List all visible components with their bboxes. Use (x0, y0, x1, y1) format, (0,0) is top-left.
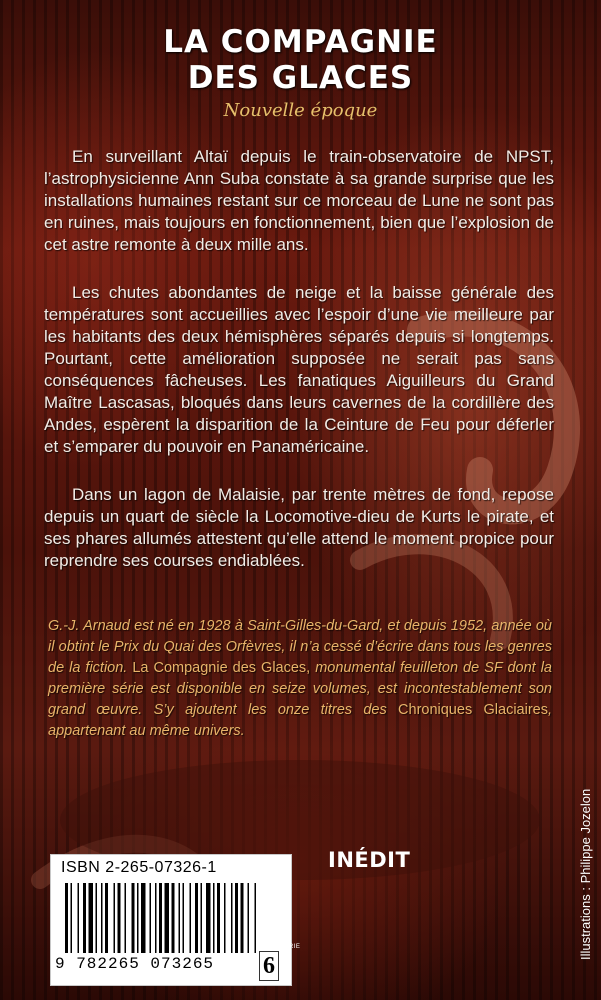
barcode-bar (235, 883, 238, 953)
barcode-bar (114, 883, 116, 953)
barcode-bar (78, 883, 80, 953)
barcode-bar (231, 883, 233, 953)
author-bio (48, 616, 552, 742)
bio-part-2: La Compagnie des Glaces, (127, 660, 316, 676)
barcode-box (50, 854, 292, 986)
illustration-credit: Illustrations : Philippe Jozelon (578, 788, 593, 960)
barcode-bar (172, 883, 175, 953)
barcode-bar (65, 883, 68, 953)
barcode-bar (96, 883, 98, 953)
summary-paragraph-2: Les chutes abondantes de neige et la baisse générale des températures sont accueillies avec l’espoir d’une vie meilleure par les habitants des deux hémisphères séparés depuis si longtemps. Pourtant, cette amélioration supposée ne serait pas sans conséquences fâcheuses. Les fanatiques Aiguilleurs du Grand Maître Lascasas, bloqués dans leurs cavernes de la cordillère des Andes, espèrent la disparition de la Ceinture de Feu pour déferler et s’emparer du pouvoir en Panaméricaine. (44, 283, 554, 456)
barcode-bar (71, 883, 73, 953)
summary-paragraph-3: Dans un lagon de Malaisie, par trente mètres de fond, repose depuis un quart de siècle la Locomotive-dieu de Kurts le pirate, et ses phares allumés attestent qu’elle attend le moment propice pour reprendre ses courses endiablées. (44, 485, 554, 570)
bio-part-3: monumental feuilleton de SF dont la première série est disponible en seize volumes, est incontestablement son grand œuvre. S’y ajoutent les onze titres des (48, 660, 552, 718)
inedit-badge: INÉDIT (328, 848, 411, 872)
barcode-bar (190, 883, 192, 953)
isbn-text: ISBN 2-265-07326-1 (61, 859, 217, 876)
barcode-bar (125, 883, 127, 953)
barcode-bar (150, 883, 152, 953)
barcode-bar (255, 883, 257, 953)
category-number: 6 (259, 951, 279, 981)
barcode-bar (179, 883, 181, 953)
barcode-bar (241, 883, 244, 953)
title-line-2: DES GLACES (187, 60, 414, 96)
barcode-bar (155, 883, 157, 953)
barcode-bar (137, 883, 139, 953)
barcode-bar (118, 883, 121, 953)
barcode-icon (61, 883, 281, 955)
barcode-bar (159, 883, 162, 953)
barcode-bar (141, 883, 146, 953)
barcode-bar (105, 883, 108, 953)
barcode-bar (101, 883, 103, 953)
barcode-bar (83, 883, 86, 953)
title-line-1: LA COMPAGNIE (163, 24, 438, 60)
bio-part-5: , appartenant au même univers. (48, 702, 552, 739)
barcode-bar (201, 883, 203, 953)
barcode-bar (165, 883, 170, 953)
barcode-number: 9 782265 073265 (55, 955, 215, 973)
barcode-bar (183, 883, 185, 953)
barcode-bar (132, 883, 135, 953)
subtitle: Nouvelle époque (223, 100, 378, 121)
bio-part-1: G.-J. Arnaud est né en 1928 à Saint-Gilles-du-Gard, et depuis 1952, année où il obtint le Prix du Quai des Orfèvres, il n’a cessé d’écrire dans tous les genres de la fiction. (48, 618, 552, 676)
bio-part-4: Chroniques Glaciaires (398, 702, 548, 718)
barcode-bar (217, 883, 220, 953)
category-label: CATÉGORIE (261, 944, 301, 950)
barcode-bar (248, 883, 250, 953)
barcode-bar (213, 883, 215, 953)
barcode-bar (89, 883, 94, 953)
summary-paragraph-1: En surveillant Altaï depuis le train-observatoire de NPST, l’astrophysicienne Ann Suba constate à sa grande surprise que les installations humaines restant sur ce morceau de Lune ne sont pas en ruines, mais toujours en fonctionnement, bien que l’explosion de cet astre remonte à deux mille ans. (44, 147, 554, 254)
barcode-bar (206, 883, 211, 953)
barcode-bar (195, 883, 198, 953)
barcode-bar (224, 883, 226, 953)
